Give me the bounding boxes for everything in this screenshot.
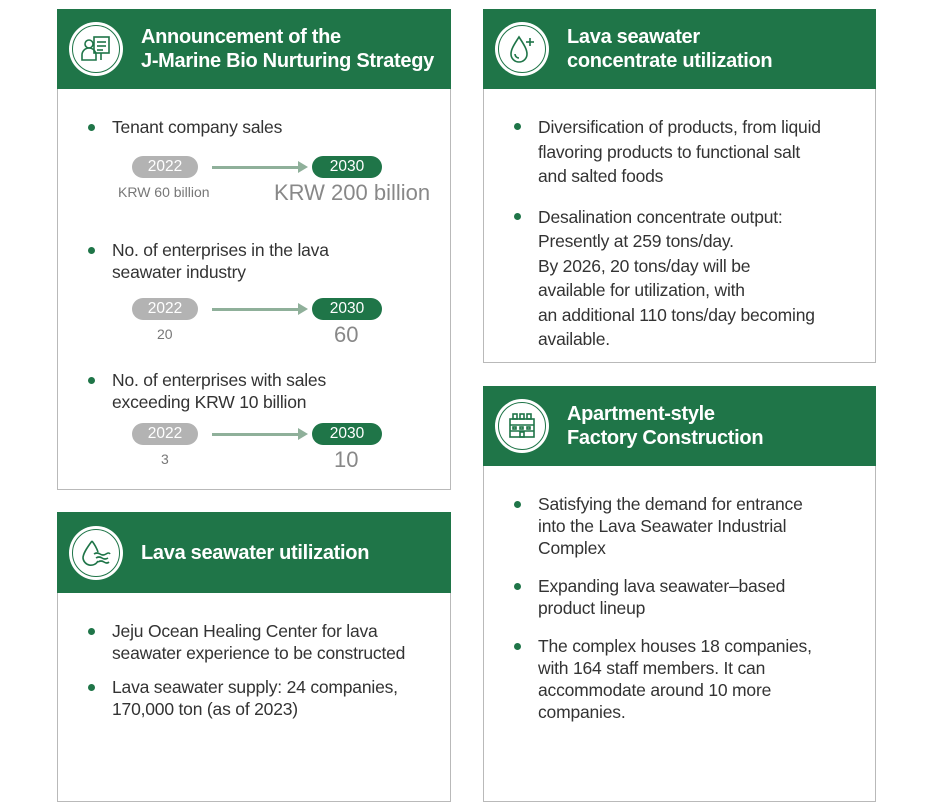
factory-card bbox=[483, 386, 876, 802]
utilization-bullet-2: Lava seawater supply: 24 companies, 170,000 ton (as of 2023) bbox=[86, 676, 440, 720]
concentrate-card-title bbox=[567, 25, 772, 73]
strategy-card-header bbox=[57, 9, 451, 89]
flow-sales-enterprises bbox=[132, 423, 452, 481]
to-year-pill: 2030 bbox=[312, 156, 382, 178]
factory-list bbox=[512, 493, 865, 723]
concentrate-title-line-1: Lava seawater bbox=[567, 26, 700, 48]
concentrate-bullet-1: Diversification of products, from liquid flavoring products to functional salt and salted foods bbox=[512, 115, 865, 189]
factory-bullet-3: The complex houses 18 companies, with 164 staff members. It can accommodate around 10 more companies. bbox=[512, 635, 865, 723]
water-drop-waves-icon bbox=[69, 526, 123, 580]
strategy-card-title bbox=[141, 25, 434, 73]
from-value: 3 bbox=[161, 451, 169, 467]
utilization-card bbox=[57, 512, 451, 802]
water-drop-sparkle-icon bbox=[495, 22, 549, 76]
from-year-pill: 2022 bbox=[132, 298, 198, 320]
strategy-list-3 bbox=[86, 369, 440, 413]
arrow-line bbox=[212, 166, 300, 169]
factory-bullet-1: Satisfying the demand for entrance into the Lava Seawater Industrial Complex bbox=[512, 493, 865, 559]
to-year-pill: 2030 bbox=[312, 298, 382, 320]
from-value: 20 bbox=[157, 326, 173, 342]
concentrate-list bbox=[512, 115, 865, 352]
strategy-title-line-2: J-Marine Bio Nurturing Strategy bbox=[141, 50, 434, 72]
utilization-bullet-1: Jeju Ocean Healing Center for lava seawater experience to be constructed bbox=[86, 620, 440, 664]
from-value: KRW 60 billion bbox=[118, 184, 210, 200]
strategy-item-sales-enterprises: No. of enterprises with sales exceeding KRW 10 billion bbox=[86, 369, 440, 413]
presentation-board-icon bbox=[69, 22, 123, 76]
arrow-line bbox=[212, 433, 300, 436]
arrow-right-icon bbox=[298, 161, 308, 173]
to-value: 60 bbox=[334, 322, 359, 347]
arrow-right-icon bbox=[298, 303, 308, 315]
factory-building-icon bbox=[495, 399, 549, 453]
strategy-item-sales: Tenant company sales bbox=[86, 116, 440, 138]
strategy-list bbox=[86, 116, 440, 138]
flow-sales bbox=[118, 156, 452, 214]
utilization-title-line-1: Lava seawater utilization bbox=[141, 541, 370, 564]
arrow-right-icon bbox=[298, 428, 308, 440]
strategy-item-enterprises: No. of enterprises in the lava seawater industry bbox=[86, 239, 440, 283]
concentrate-card-header bbox=[483, 9, 876, 89]
arrow-line bbox=[212, 308, 300, 311]
from-year-pill: 2022 bbox=[132, 156, 198, 178]
to-value: KRW 200 billion bbox=[274, 180, 431, 205]
utilization-card-title bbox=[141, 541, 369, 565]
flow-enterprises bbox=[132, 298, 452, 356]
strategy-card bbox=[57, 9, 451, 490]
concentrate-card bbox=[483, 9, 876, 363]
to-year-pill: 2030 bbox=[312, 423, 382, 445]
concentrate-bullet-2: Desalination concentrate output: Presently at 259 tons/day. By 2026, 20 tons/day will be available for utilization, with an additional 110 tons/day becoming available. bbox=[512, 205, 865, 352]
to-value: 10 bbox=[334, 447, 359, 472]
utilization-list bbox=[86, 620, 440, 720]
factory-title-line-2: Factory Construction bbox=[567, 427, 764, 449]
concentrate-title-line-2: concentrate utilization bbox=[567, 50, 773, 72]
factory-title-line-1: Apartment-style bbox=[567, 403, 715, 425]
factory-card-header bbox=[483, 386, 876, 466]
strategy-list-2 bbox=[86, 239, 440, 283]
from-year-pill: 2022 bbox=[132, 423, 198, 445]
utilization-card-header bbox=[57, 512, 451, 593]
strategy-title-line-1: Announcement of the bbox=[141, 26, 341, 48]
factory-bullet-2: Expanding lava seawater–based product lineup bbox=[512, 575, 865, 619]
factory-card-title bbox=[567, 402, 763, 450]
